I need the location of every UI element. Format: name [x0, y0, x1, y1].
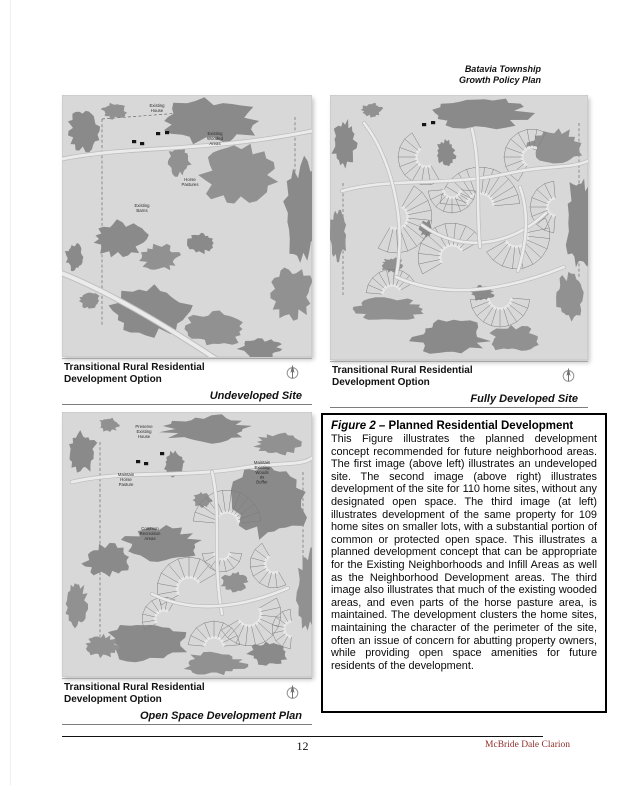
figure-title: Planned Residential Development	[388, 420, 574, 432]
map-text-label: Existing Wooded Areas	[207, 131, 223, 146]
map-text-label: Common Recreation Areas	[139, 526, 161, 541]
building-marker	[422, 123, 426, 126]
figure-caption-box	[321, 413, 607, 713]
map-text-label: Horse Pastures	[181, 177, 199, 187]
map-title-line2: Development Option	[64, 374, 162, 385]
map-title	[64, 682, 205, 706]
building-marker	[165, 131, 169, 134]
north-arrow-icon	[285, 363, 300, 380]
header-line2: Growth Policy Plan	[458, 74, 541, 85]
building-marker	[431, 121, 435, 124]
figure-body-text: This Figure illustrates the planned development concept recommended for future neighborhood areas. The first image (above left) illustrates an undeveloped site. The second image (above right) illustrates development of the site for 110 home sites, without any designated open space. The third image (at left) illustrates development of the same property for 109 home sites on smaller lots, with a substantial portion of common or protected open space. This illustrates a planned development concept that can be appropriate for the Existing Neighborhoods and Infill Areas as well as the Neighborhood Development areas. The third image also illustrates that much of the existing wooded areas, and even parts of the horse pasture area, is maintained. The development clusters the home sites, maintaining the character of the perimeter of the site, often an issue of concern for abutting property owners, while providing open space amenities for future residents of the development.	[331, 433, 597, 672]
building-marker	[132, 140, 136, 143]
map-title	[332, 365, 473, 389]
page-header	[459, 64, 541, 85]
figure-heading	[331, 419, 597, 433]
map-open-space-plan	[62, 412, 312, 677]
map-subtitle: Fully Developed Site	[330, 389, 588, 408]
map-title	[64, 362, 205, 386]
figure-number: Figure 2 –	[331, 420, 386, 432]
map-title-line1: Transitional Rural Residential	[332, 365, 473, 376]
map-text-label: Existing House	[149, 103, 165, 113]
map-text-label: Existing Barns	[134, 203, 150, 213]
page-number: 12	[296, 739, 309, 753]
footer-rule	[62, 736, 543, 737]
building-marker	[140, 142, 144, 145]
page-edge-line	[10, 0, 11, 785]
map-subtitle: Open Space Development Plan	[62, 706, 312, 725]
map-subtitle: Undeveloped Site	[62, 386, 312, 405]
map-block-undeveloped-site	[62, 95, 312, 405]
map-title-line1: Transitional Rural Residential	[64, 362, 205, 373]
map-title-line2: Development Option	[64, 694, 162, 705]
map-text-label: Maintain Horse Pasture	[117, 472, 135, 487]
map-block-fully-developed-site	[330, 95, 588, 408]
map-title-line2: Development Option	[332, 377, 430, 388]
map-caption	[62, 678, 312, 706]
building-marker	[156, 132, 160, 135]
building-marker	[144, 462, 148, 465]
building-marker	[136, 460, 140, 463]
map-block-open-space-plan	[62, 412, 312, 725]
map-text-label: Maintain Existing Woods as Buffer	[253, 460, 271, 485]
map-caption	[62, 358, 312, 386]
building-marker	[160, 452, 164, 455]
map-text-label: Preserve Existing House	[135, 424, 153, 439]
map-undeveloped-site	[62, 95, 312, 357]
map-fully-developed-site	[330, 95, 588, 360]
header-line1: Batavia Township	[464, 64, 541, 74]
north-arrow-icon	[285, 683, 300, 700]
publisher-name: McBride Dale Clarion	[485, 740, 570, 750]
north-arrow-icon	[561, 366, 576, 383]
map-caption	[330, 361, 588, 389]
map-title-line1: Transitional Rural Residential	[64, 682, 205, 693]
